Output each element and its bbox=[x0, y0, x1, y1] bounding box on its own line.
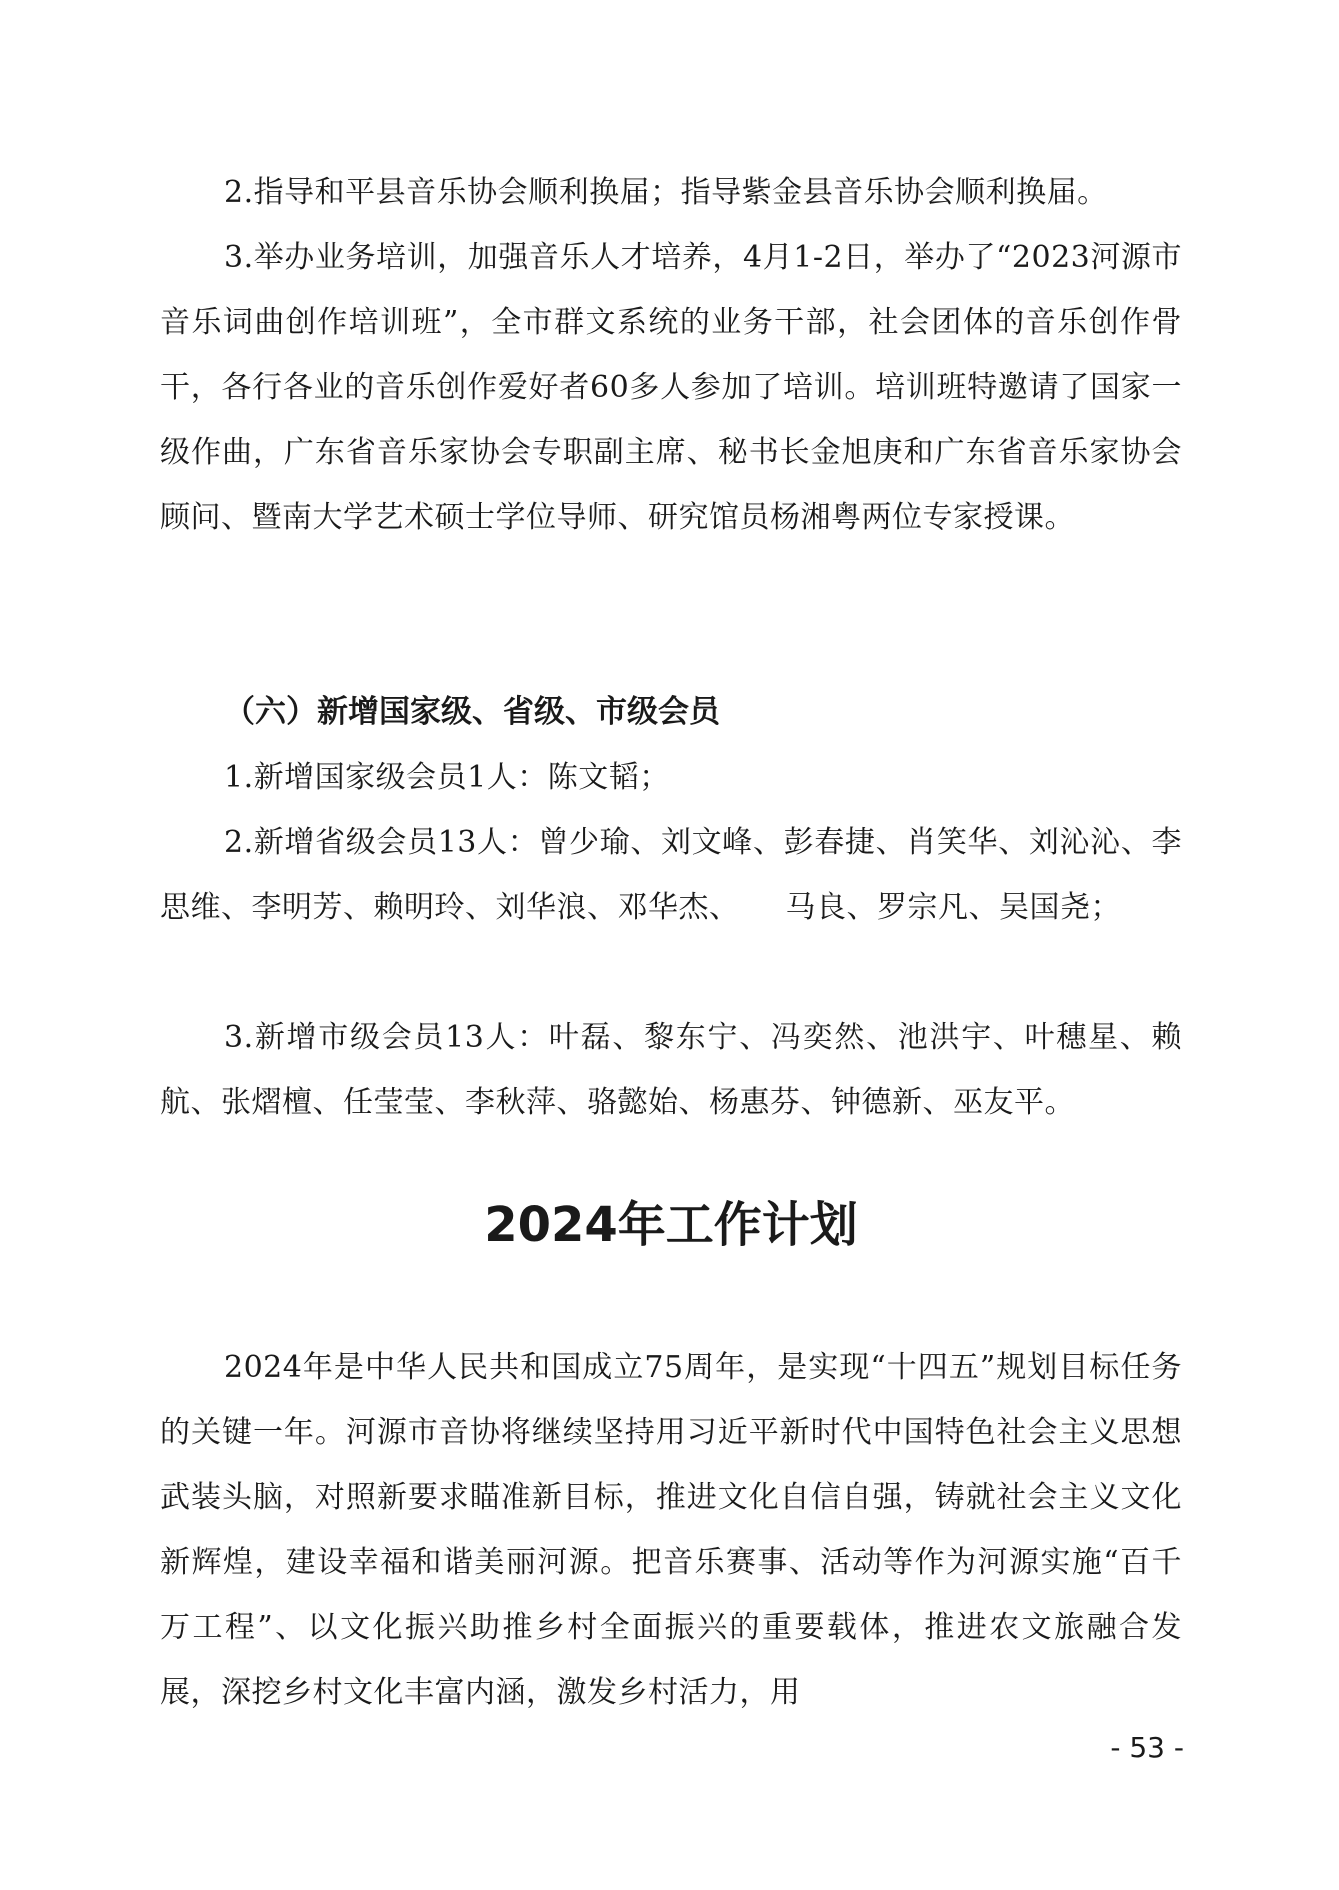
paragraph-transition-guidance: 2.指导和平县音乐协会顺利换届；指导紫金县音乐协会顺利换届。 bbox=[224, 175, 1108, 210]
section-heading-new-members: （六）新增国家级、省级、市级会员 bbox=[224, 694, 720, 730]
paragraph-provincial-members: 2.新增省级会员13人：曾少瑜、刘文峰、彭春捷、肖笑华、刘沁沁、李思维、李明芳、赖明玲、刘华浪、邓华杰、 马良、罗宗凡、吴国尧； bbox=[160, 825, 1182, 925]
page-number: - 53 - bbox=[1110, 1731, 1184, 1764]
page-title-work-plan: 2024年工作计划 bbox=[484, 1197, 858, 1253]
paragraph-work-plan-intro: 2024年是中华人民共和国成立75周年，是实现“十四五”规划目标任务的关键一年。河源市音协将继续坚持用习近平新时代中国特色社会主义思想武装头脑，对照新要求瞄准新目标，推进文化自信自强，铸就社会主义文化新辉煌，建设幸福和谐美丽河源。把音乐赛事、活动等作为河源实施“百千万工程”、以文化振兴助推乡村全面振兴的重要载体，推进农文旅融合发展，深挖乡村文化丰富内涵，激发乡村活力，用 bbox=[160, 1350, 1182, 1710]
paragraph-training-course: 3.举办业务培训，加强音乐人才培养，4月1-2日，举办了“2023河源市音乐词曲创作培训班”，全市群文系统的业务干部，社会团体的音乐创作骨干，各行各业的音乐创作爱好者60多人参加了培训。培训班特邀请了国家一级作曲，广东省音乐家协会专职副主席、秘书长金旭庚和广东省音乐家协会顾问、暨南大学艺术硕士学位导师、研究馆员杨湘粤两位专家授课。 bbox=[160, 240, 1182, 535]
paragraph-national-members: 1.新增国家级会员1人：陈文韬； bbox=[224, 760, 670, 795]
paragraph-city-members: 3.新增市级会员13人：叶磊、黎东宁、冯奕然、池洪宇、叶穗星、赖航、张熠檀、任莹莹、李秋萍、骆懿始、杨惠芬、钟德新、巫友平。 bbox=[160, 1020, 1182, 1120]
